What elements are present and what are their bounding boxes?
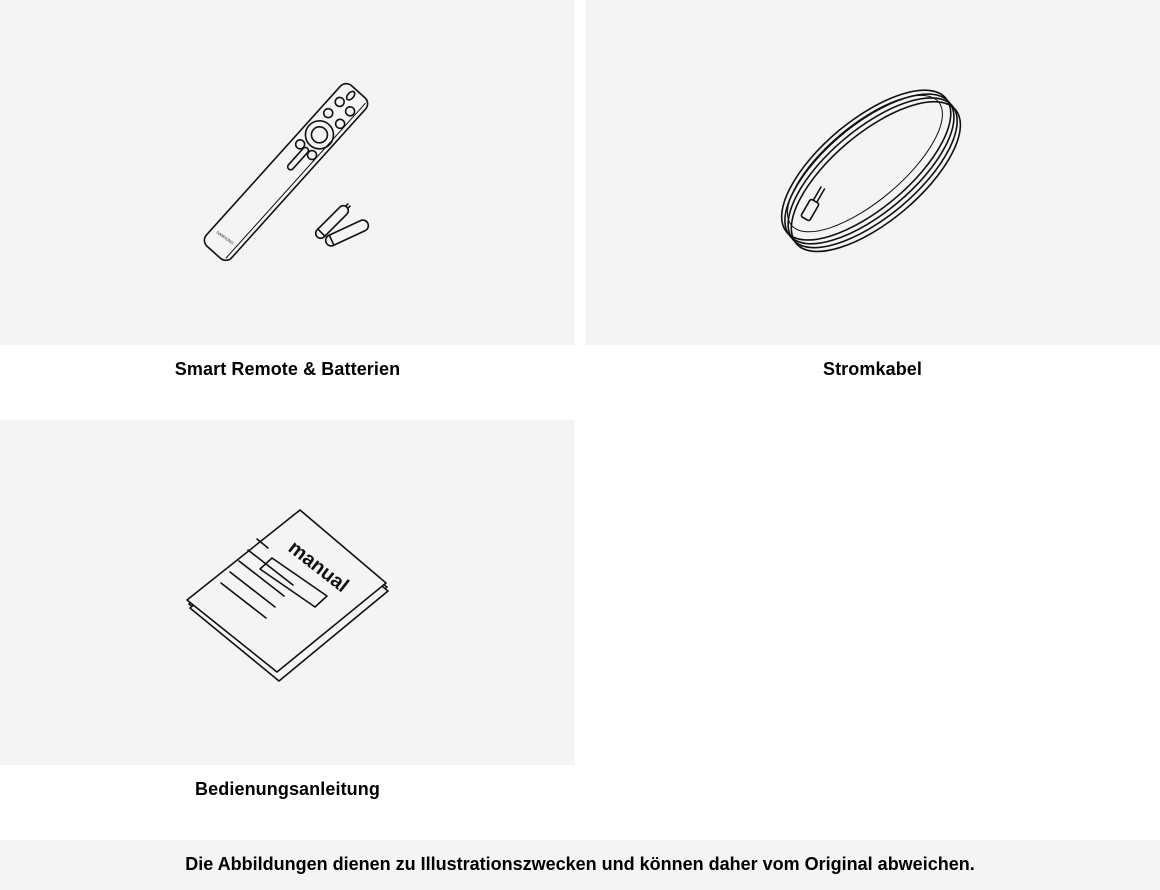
manual-cover-text: manual — [283, 536, 353, 598]
remote-brand-mark: SAMSUNG — [215, 229, 235, 246]
accessory-card-remote — [0, 0, 575, 420]
manual-booklet-illustration — [0, 420, 575, 765]
coiled-power-cable-illustration — [585, 0, 1160, 345]
accessory-label-power-cable: Stromkabel — [822, 359, 923, 379]
batteries-icon — [314, 201, 371, 247]
accessory-image-remote — [0, 0, 575, 345]
accessory-label-manual: Bedienungsanleitung — [195, 779, 380, 799]
accessory-label-remote: Smart Remote & Batterien — [174, 359, 401, 379]
accessory-image-power-cable — [585, 0, 1160, 345]
accessory-card-manual — [0, 420, 575, 840]
accessory-card-power-cable — [585, 0, 1160, 420]
illustration-disclaimer: Die Abbildungen dienen zu Illustrationszwecken und können daher vom Original abweichen. — [0, 840, 1160, 890]
accessory-image-manual — [0, 420, 575, 765]
remote-with-batteries-illustration — [0, 0, 575, 345]
